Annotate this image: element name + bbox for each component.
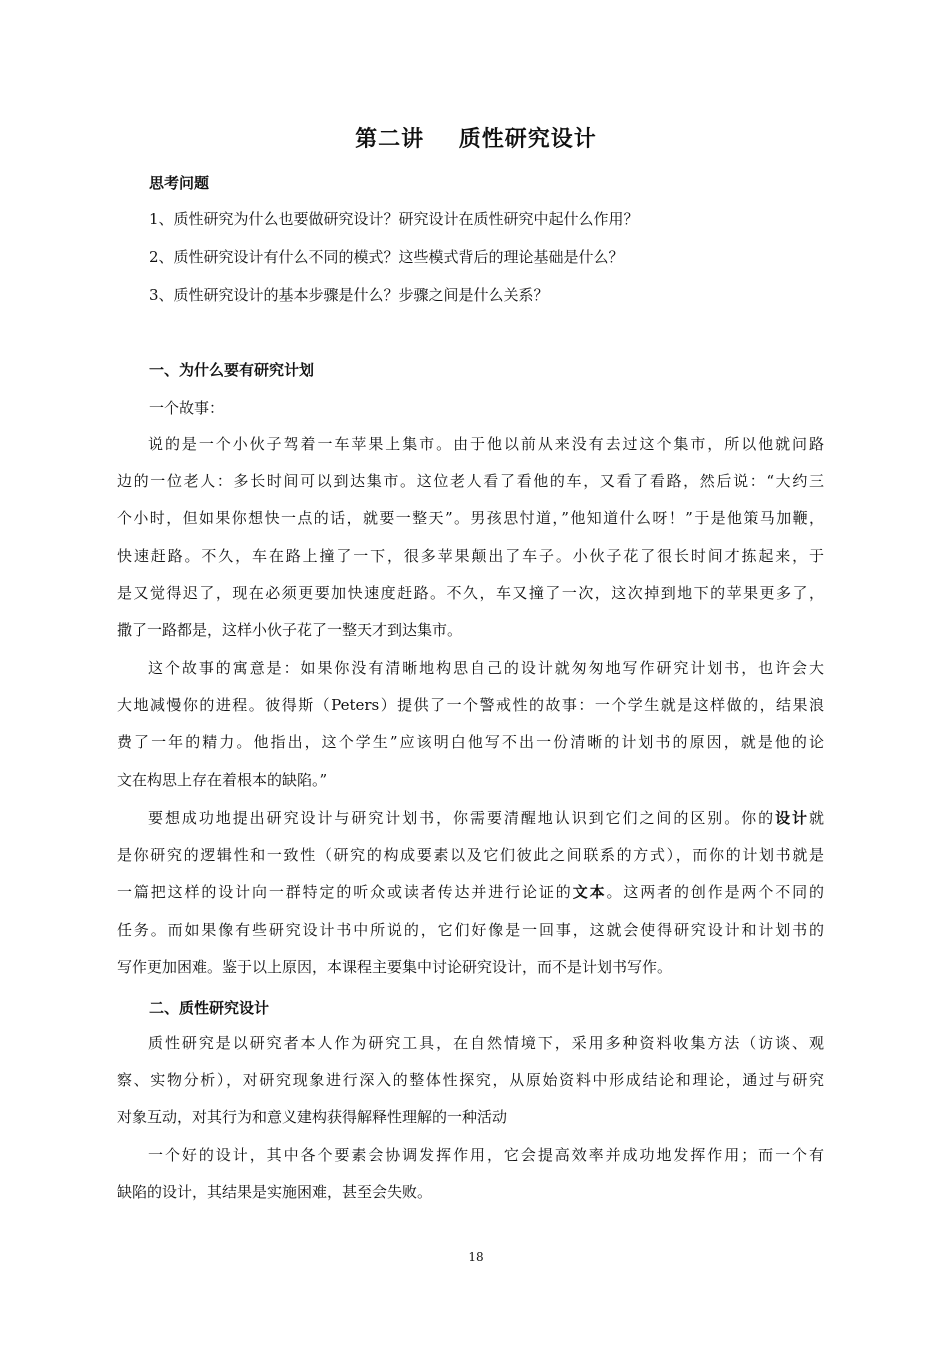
- moral-line: 文在构思上存在着根本的缺陷。”: [117, 770, 328, 789]
- definition-line: 察、实物分析），对研究现象进行深入的整体性探究，从原始资料中形成结论和理论，通过与研究: [117, 1071, 824, 1090]
- question-item: 1、质性研究为什么也要做研究设计？研究设计在质性研究中起什么作用？: [149, 210, 639, 228]
- design-text: 就: [808, 809, 824, 827]
- moral-line: 大地减慢你的进程。彼得斯（Peters）提供了一个警戒性的故事：一个学生就是这样做的，结果浪: [117, 696, 824, 715]
- story-line: 是又觉得迟了，现在必须更要加快速度赶路。不久，车又撞了一次，这次掉到地下的苹果更多了，: [117, 583, 824, 602]
- design-line: 是你研究的逻辑性和一致性（研究的构成要素以及它们彼此之间联系的方式），而你的计划书就是: [117, 846, 824, 865]
- good-design-paragraph: [117, 1137, 824, 1211]
- moral-line: 这个故事的寓意是：如果你没有清晰地构思自己的设计就匆匆地写作研究计划书，也许会大: [148, 659, 824, 677]
- design-paragraph: [117, 800, 824, 986]
- moral-line: 费了一年的精力。他指出，这个学生”应该明白他写不出一份清晰的计划书的原因，就是他的论: [117, 733, 824, 752]
- definition-line: 质性研究是以研究者本人作为研究工具，在自然情境下，采用多种资料收集方法（访谈、观: [148, 1034, 824, 1052]
- good-design-line: 缺陷的设计，其结果是实施困难，甚至会失败。: [117, 1183, 433, 1202]
- story-paragraph: [117, 426, 824, 649]
- questions-heading: 思考问题: [149, 174, 210, 192]
- design-text: 一篇把这样的设计向一群特定的听众或读者传达并进行论证的: [117, 883, 573, 902]
- design-line: [117, 874, 824, 911]
- design-line: [117, 800, 824, 837]
- text-emphasis: 文本: [572, 883, 607, 902]
- design-line: 任务。而如果像有些研究设计书中所说的，它们好像是一回事，这就会使得研究设计和计划书的: [117, 920, 824, 939]
- section-heading-qualitative-design: 二、质性研究设计: [149, 999, 270, 1017]
- story-line: 快速赶路。不久，车在路上撞了一下，很多苹果颠出了车子。小伙子花了很长时间才拣起来，于: [117, 546, 824, 565]
- question-item: 3、质性研究设计的基本步骤是什么？步骤之间是什么关系？: [149, 286, 549, 304]
- design-emphasis: 设计: [775, 809, 809, 827]
- page-title: 第二讲 质性研究设计: [355, 127, 597, 152]
- good-design-line: 一个好的设计，其中各个要素会协调发挥作用，它会提高效率并成功地发挥作用；而一个有: [148, 1146, 824, 1164]
- story-line: 说的是一个小伙子驾着一车苹果上集市。由于他以前从来没有去过这个集市，所以他就问路: [148, 435, 824, 453]
- section-heading-why-plan: 一、为什么要有研究计划: [149, 361, 315, 379]
- design-text: 要想成功地提出研究设计与研究计划书，你需要清醒地认识到它们之间的区别。你的: [148, 809, 776, 827]
- design-line: 写作更加困难。鉴于以上原因，本课程主要集中讨论研究设计，而不是计划书写作。: [117, 957, 673, 976]
- story-line: 边的一位老人：多长时间可以到达集市。这位老人看了看他的车，又看了看路，然后说：“大约三: [117, 472, 824, 491]
- definition-line: 对象互动，对其行为和意义建构获得解释性理解的一种活动: [117, 1108, 508, 1127]
- design-text: 。这两者的创作是两个不同的: [606, 883, 824, 902]
- story-intro: 一个故事：: [149, 399, 225, 417]
- page-number: 18: [468, 1250, 484, 1264]
- story-line: 个小时，但如果你想快一点的话，就要一整天”。男孩思忖道，”他知道什么呀！”于是他策马加鞭，: [117, 509, 824, 528]
- moral-paragraph: [117, 650, 824, 799]
- question-item: 2、质性研究设计有什么不同的模式？这些模式背后的理论基础是什么？: [149, 248, 624, 266]
- story-line: 撒了一路都是，这样小伙子花了一整天才到达集市。: [117, 620, 463, 639]
- definition-paragraph: [117, 1025, 824, 1137]
